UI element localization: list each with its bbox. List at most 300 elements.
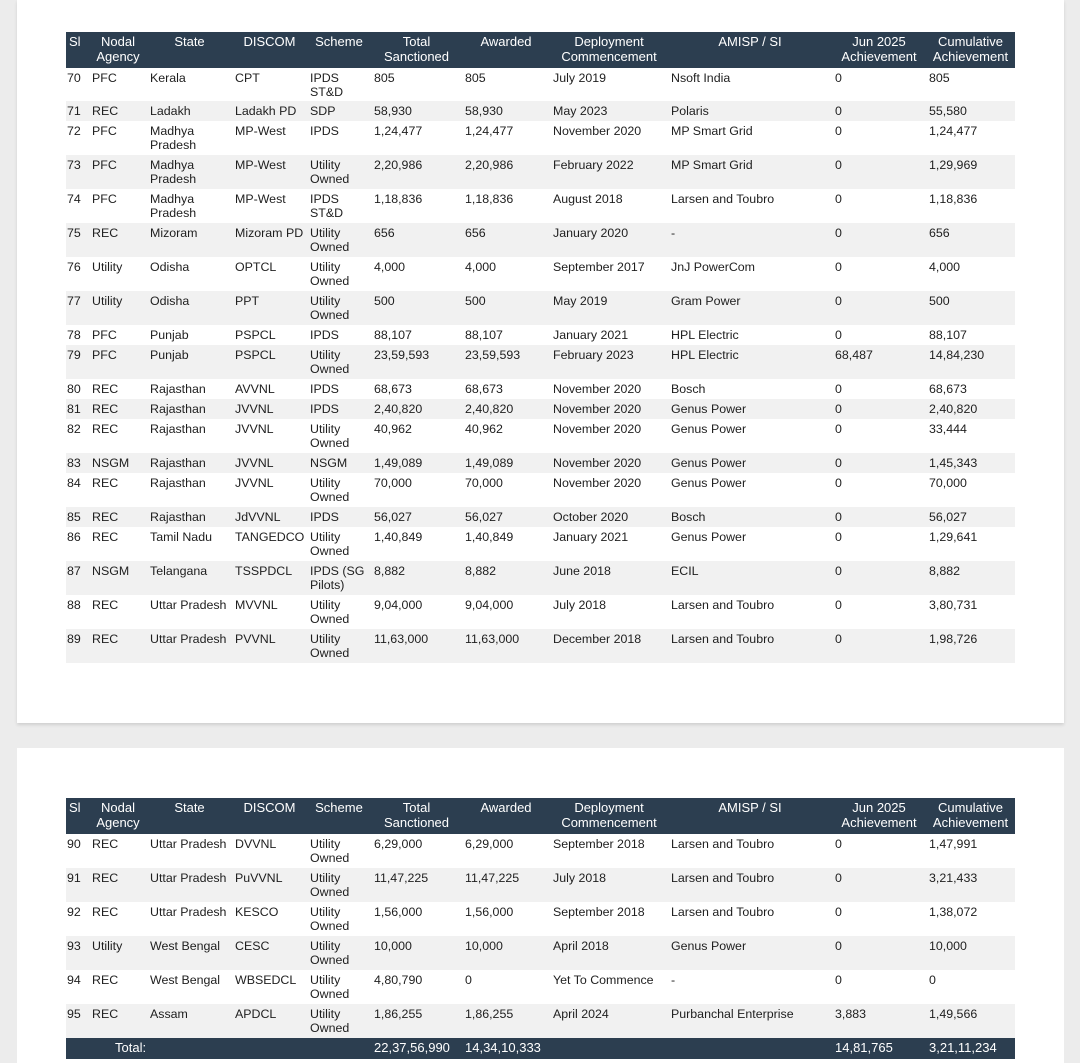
- jun-2025-achievement-cell: 0: [832, 629, 926, 663]
- cumulative-achievement-cell: 33,444: [929, 422, 967, 436]
- col-header-discom: DISCOM: [232, 798, 307, 834]
- scheme-cell: Utility Owned: [310, 905, 350, 933]
- total-jun-2025-value: 14,81,765: [832, 1038, 926, 1059]
- cumulative-achievement-cell: 70,000: [929, 476, 967, 490]
- total-sanctioned-cell: 23,59,593: [371, 345, 462, 379]
- scheme-cell: Utility Owned: [310, 973, 350, 1001]
- nodal-agency-cell: REC: [89, 507, 147, 527]
- discom-cell: KESCO: [235, 905, 279, 919]
- cumulative-achievement-cell: 805: [929, 71, 950, 85]
- deployment-commencement-cell: November 2020: [553, 382, 642, 396]
- total-sanctioned-cell: 1,86,255: [371, 1004, 462, 1038]
- nodal-agency-cell: REC: [89, 1004, 147, 1038]
- awarded-cell: 70,000: [465, 476, 503, 490]
- cumulative-achievement-cell: 1,18,836: [929, 192, 978, 206]
- nodal-agency-cell: Utility: [89, 936, 147, 970]
- table-row: [66, 595, 1015, 629]
- total-sanctioned-cell: 2,40,820: [371, 399, 462, 419]
- discom-cell: PuVVNL: [232, 868, 307, 902]
- table-row: [66, 629, 1015, 663]
- jun-2025-achievement-cell: 0: [832, 291, 926, 325]
- col-header-state: State: [147, 798, 232, 834]
- total-sl-cell: [66, 1038, 89, 1059]
- table-row: [66, 936, 1015, 970]
- discom-cell: CESC: [232, 936, 307, 970]
- deployment-commencement-cell: September 2017: [553, 260, 645, 274]
- discom-cell: MP-West: [235, 124, 286, 138]
- awarded-cell: 8,882: [462, 561, 550, 595]
- deployment-commencement-cell: September 2018: [553, 837, 645, 851]
- col-header-awarded: Awarded: [462, 798, 550, 834]
- jun-2025-achievement-cell: 0: [832, 507, 926, 527]
- nodal-agency-cell: NSGM: [89, 561, 147, 595]
- table-row: [66, 453, 1015, 473]
- jun-2025-achievement-cell: 0: [835, 328, 842, 342]
- total-label: Total:: [89, 1038, 232, 1059]
- total-sanctioned-cell: 56,027: [371, 507, 462, 527]
- col-header-nodal-agency: Nodal Agency: [89, 798, 147, 834]
- sl-cell: 94: [67, 973, 81, 987]
- jun-2025-achievement-cell: 0: [835, 476, 842, 490]
- jun-2025-achievement-cell: 0: [835, 71, 842, 85]
- amisp-si-cell: Genus Power: [668, 936, 832, 970]
- awarded-cell: 10,000: [462, 936, 550, 970]
- awarded-cell: 23,59,593: [462, 345, 550, 379]
- state-cell: Rajasthan: [147, 453, 232, 473]
- awarded-cell: 1,40,849: [465, 530, 514, 544]
- deployment-commencement-cell: November 2020: [550, 399, 668, 419]
- sl-cell: 79: [66, 345, 89, 379]
- col-header-sl: Sl: [66, 798, 89, 834]
- nodal-agency-cell: REC: [92, 382, 119, 396]
- sl-cell: 90: [67, 837, 81, 851]
- cumulative-achievement-cell: 0: [929, 973, 936, 987]
- awarded-cell: 11,63,000: [462, 629, 550, 663]
- scheme-cell: Utility Owned: [310, 422, 350, 450]
- nodal-agency-cell: PFC: [92, 192, 117, 206]
- col-header-scheme: Scheme: [307, 798, 371, 834]
- scheme-cell: Utility Owned: [307, 345, 371, 379]
- nodal-agency-cell: REC: [89, 223, 147, 257]
- cumulative-achievement-cell: 1,98,726: [926, 629, 1015, 663]
- nodal-agency-cell: REC: [92, 973, 119, 987]
- cumulative-achievement-cell: 3,21,433: [926, 868, 1015, 902]
- scheme-cell: Utility Owned: [307, 223, 371, 257]
- deployment-commencement-cell: April 2024: [550, 1004, 668, 1038]
- awarded-cell: 656: [462, 223, 550, 257]
- awarded-cell: 40,962: [465, 422, 503, 436]
- state-cell: Rajasthan: [150, 422, 206, 436]
- state-cell: West Bengal: [150, 973, 221, 987]
- jun-2025-achievement-cell: 0: [835, 598, 842, 612]
- state-cell: Uttar Pradesh: [147, 629, 232, 663]
- scheme-cell: Utility Owned: [307, 629, 371, 663]
- document-page-1: [17, 0, 1064, 723]
- amisp-si-cell: Genus Power: [671, 476, 747, 490]
- discom-cell: AVVNL: [235, 382, 275, 396]
- table-row: [66, 291, 1015, 325]
- nodal-agency-cell: REC: [89, 399, 147, 419]
- col-header-amisp-si: AMISP / SI: [668, 32, 832, 68]
- col-header-cumulative-achievement: Cumulative Achievement: [926, 32, 1015, 68]
- sl-cell: 86: [67, 530, 81, 544]
- table-row: [66, 868, 1015, 902]
- table-row: [66, 970, 1015, 1004]
- discom-cell: OPTCL: [235, 260, 277, 274]
- discom-cell: JVVNL: [235, 422, 274, 436]
- jun-2025-achievement-cell: 0: [835, 837, 842, 851]
- deployment-commencement-cell: June 2018: [550, 561, 668, 595]
- cumulative-achievement-cell: 4,000: [929, 260, 961, 274]
- cumulative-achievement-cell: 2,40,820: [926, 399, 1015, 419]
- deployment-commencement-cell: July 2018: [553, 598, 607, 612]
- col-header-total-sanctioned: Total Sanctioned: [371, 798, 462, 834]
- table-row: [66, 345, 1015, 379]
- sl-cell: 87: [66, 561, 89, 595]
- scheme-cell: IPDS: [310, 328, 339, 342]
- discom-cell: MP-West: [232, 155, 307, 189]
- state-cell: Punjab: [147, 345, 232, 379]
- deployment-commencement-cell: January 2020: [550, 223, 668, 257]
- nodal-agency-cell: NSGM: [89, 453, 147, 473]
- cumulative-achievement-cell: 1,45,343: [926, 453, 1015, 473]
- amisp-si-cell: Larsen and Toubro: [671, 837, 775, 851]
- state-cell: Mizoram: [147, 223, 232, 257]
- awarded-cell: 500: [462, 291, 550, 325]
- cumulative-achievement-cell: 55,580: [926, 101, 1015, 121]
- scheme-cell: Utility Owned: [310, 476, 350, 504]
- amisp-si-cell: Larsen and Toubro: [671, 598, 775, 612]
- jun-2025-achievement-cell: 0: [832, 399, 926, 419]
- col-header-nodal-agency: Nodal Agency: [89, 32, 147, 68]
- total-sanctioned-cell: 68,673: [374, 382, 412, 396]
- amisp-si-cell: Genus Power: [671, 530, 747, 544]
- nodal-agency-cell: REC: [92, 530, 119, 544]
- discom-cell: JdVVNL: [232, 507, 307, 527]
- awarded-cell: 0: [465, 973, 472, 987]
- discom-cell: DVVNL: [235, 837, 277, 851]
- sl-cell: 74: [67, 192, 81, 206]
- scheme-cell: IPDS: [307, 399, 371, 419]
- cumulative-achievement-cell: 1,38,072: [929, 905, 978, 919]
- table-row: [66, 507, 1015, 527]
- jun-2025-achievement-cell: 0: [832, 936, 926, 970]
- scheme-cell: Utility Owned: [307, 936, 371, 970]
- col-header-deployment-commencement: Deployment Commencement: [550, 32, 668, 68]
- deployment-commencement-cell: May 2023: [550, 101, 668, 121]
- scheme-cell: SDP: [307, 101, 371, 121]
- table-body: [66, 834, 1015, 1038]
- total-sanctioned-cell: 500: [371, 291, 462, 325]
- sl-cell: 84: [67, 476, 81, 490]
- awarded-cell: 1,18,836: [465, 192, 514, 206]
- deployment-commencement-cell: January 2021: [553, 530, 629, 544]
- amisp-si-cell: Nsoft India: [671, 71, 731, 85]
- table-row: [66, 1004, 1015, 1038]
- deployment-commencement-cell: February 2022: [550, 155, 668, 189]
- deployment-commencement-cell: September 2018: [553, 905, 645, 919]
- awarded-cell: 2,40,820: [462, 399, 550, 419]
- cumulative-achievement-cell: 1,29,969: [926, 155, 1015, 189]
- state-cell: Rajasthan: [147, 507, 232, 527]
- amisp-si-cell: Purbanchal Enterprise: [668, 1004, 832, 1038]
- cumulative-achievement-cell: 68,673: [929, 382, 967, 396]
- total-sanctioned-cell: 58,930: [371, 101, 462, 121]
- scheme-cell: Utility Owned: [307, 291, 371, 325]
- document-page-2: [17, 748, 1064, 1063]
- scheme-cell: IPDS: [310, 124, 339, 138]
- total-sanctioned-cell: 4,80,790: [374, 973, 423, 987]
- jun-2025-achievement-cell: 0: [835, 192, 842, 206]
- jun-2025-achievement-cell: 0: [835, 973, 842, 987]
- total-amisp-cell: [668, 1038, 832, 1059]
- cumulative-achievement-cell: 1,47,991: [929, 837, 978, 851]
- deployment-commencement-cell: Yet To Commence: [553, 973, 654, 987]
- amisp-si-cell: HPL Electric: [668, 345, 832, 379]
- table-row: [66, 473, 1015, 507]
- state-cell: Madhya Pradesh: [150, 192, 197, 220]
- discom-cell: TANGEDCO: [235, 530, 305, 544]
- nodal-agency-cell: PFC: [89, 345, 147, 379]
- scheme-cell: Utility Owned: [310, 837, 350, 865]
- jun-2025-achievement-cell: 0: [835, 422, 842, 436]
- discom-cell: PPT: [232, 291, 307, 325]
- total-sanctioned-cell: 656: [371, 223, 462, 257]
- col-header-jun-2025-achievement: Jun 2025 Achievement: [832, 32, 926, 68]
- jun-2025-achievement-cell: 0: [835, 260, 842, 274]
- jun-2025-achievement-cell: 0: [835, 530, 842, 544]
- jun-2025-achievement-cell: 0: [835, 905, 842, 919]
- deployment-commencement-cell: July 2018: [550, 868, 668, 902]
- jun-2025-achievement-cell: 0: [832, 868, 926, 902]
- total-sanctioned-cell: 11,63,000: [371, 629, 462, 663]
- table-row: [66, 223, 1015, 257]
- sl-cell: 72: [67, 124, 81, 138]
- col-header-deployment-commencement: Deployment Commencement: [550, 798, 668, 834]
- table-row: [66, 379, 1015, 399]
- discom-cell: Mizoram PD: [232, 223, 307, 257]
- nodal-agency-cell: PFC: [92, 124, 117, 138]
- total-sanctioned-cell: 40,962: [374, 422, 412, 436]
- total-sanctioned-value: 22,37,56,990: [371, 1038, 462, 1059]
- cumulative-achievement-cell: 10,000: [926, 936, 1015, 970]
- total-awarded-value: 14,34,10,333: [462, 1038, 550, 1059]
- awarded-cell: 68,673: [465, 382, 503, 396]
- discom-cell: APDCL: [232, 1004, 307, 1038]
- state-cell: Kerala: [150, 71, 186, 85]
- jun-2025-achievement-cell: 68,487: [832, 345, 926, 379]
- discom-cell: CPT: [235, 71, 260, 85]
- jun-2025-achievement-cell: 0: [832, 561, 926, 595]
- total-sanctioned-cell: 1,40,849: [374, 530, 423, 544]
- nodal-agency-cell: REC: [92, 476, 119, 490]
- deployment-commencement-cell: January 2021: [553, 328, 629, 342]
- cumulative-achievement-cell: 500: [926, 291, 1015, 325]
- jun-2025-achievement-cell: 0: [832, 223, 926, 257]
- state-cell: Tamil Nadu: [150, 530, 212, 544]
- amisp-si-cell: Genus Power: [668, 399, 832, 419]
- cumulative-achievement-cell: 656: [926, 223, 1015, 257]
- state-cell: Uttar Pradesh: [150, 905, 227, 919]
- smart-meter-table-2: [66, 798, 1015, 1059]
- col-header-scheme: Scheme: [307, 32, 371, 68]
- total-sanctioned-cell: 4,000: [374, 260, 406, 274]
- col-header-jun-2025-achievement: Jun 2025 Achievement: [832, 798, 926, 834]
- table-row: [66, 527, 1015, 561]
- state-cell: Telangana: [147, 561, 232, 595]
- col-header-total-sanctioned: Total Sanctioned: [371, 32, 462, 68]
- amisp-si-cell: Gram Power: [668, 291, 832, 325]
- scheme-cell: Utility Owned: [310, 530, 350, 558]
- total-cumulative-value: 3,21,11,234: [926, 1038, 1015, 1059]
- scheme-cell: NSGM: [307, 453, 371, 473]
- table-body: [66, 68, 1015, 663]
- sl-cell: 81: [66, 399, 89, 419]
- total-sanctioned-cell: 1,49,089: [371, 453, 462, 473]
- amisp-si-cell: -: [668, 223, 832, 257]
- state-cell: Madhya Pradesh: [150, 124, 197, 152]
- total-sanctioned-cell: 6,29,000: [374, 837, 423, 851]
- sl-cell: 80: [67, 382, 81, 396]
- total-sanctioned-cell: 70,000: [374, 476, 412, 490]
- deployment-commencement-cell: November 2020: [553, 476, 642, 490]
- amisp-si-cell: Larsen and Toubro: [671, 192, 775, 206]
- col-header-sl: Sl: [66, 32, 89, 68]
- awarded-cell: 9,04,000: [465, 598, 514, 612]
- col-header-amisp-si: AMISP / SI: [668, 798, 832, 834]
- awarded-cell: 56,027: [462, 507, 550, 527]
- discom-cell: WBSEDCL: [235, 973, 297, 987]
- table-header-row: [66, 798, 1015, 834]
- deployment-commencement-cell: February 2023: [550, 345, 668, 379]
- amisp-si-cell: MP Smart Grid: [668, 155, 832, 189]
- awarded-cell: 58,930: [462, 101, 550, 121]
- state-cell: Uttar Pradesh: [150, 598, 227, 612]
- amisp-si-cell: Polaris: [668, 101, 832, 121]
- table-row: [66, 101, 1015, 121]
- table-row: [66, 561, 1015, 595]
- nodal-agency-cell: REC: [92, 837, 119, 851]
- amisp-si-cell: ECIL: [668, 561, 832, 595]
- sl-cell: 82: [67, 422, 81, 436]
- scheme-cell: Utility Owned: [310, 598, 350, 626]
- jun-2025-achievement-cell: 0: [835, 382, 842, 396]
- state-cell: Assam: [147, 1004, 232, 1038]
- state-cell: Rajasthan: [150, 382, 206, 396]
- table-row: [66, 325, 1015, 345]
- jun-2025-achievement-cell: 0: [832, 155, 926, 189]
- total-sanctioned-cell: 1,24,477: [374, 124, 423, 138]
- sl-cell: 76: [67, 260, 81, 274]
- total-scheme-cell: [307, 1038, 371, 1059]
- cumulative-achievement-cell: 14,84,230: [926, 345, 1015, 379]
- table-row: [66, 257, 1015, 291]
- nodal-agency-cell: REC: [92, 422, 119, 436]
- table-row: [66, 68, 1015, 101]
- sl-cell: 88: [67, 598, 81, 612]
- cumulative-achievement-cell: 88,107: [929, 328, 967, 342]
- scheme-cell: IPDS ST&D: [310, 71, 344, 99]
- deployment-commencement-cell: November 2020: [553, 124, 642, 138]
- amisp-si-cell: Bosch: [668, 507, 832, 527]
- deployment-commencement-cell: October 2020: [550, 507, 668, 527]
- sl-cell: 89: [66, 629, 89, 663]
- amisp-si-cell: HPL Electric: [671, 328, 739, 342]
- amisp-si-cell: Genus Power: [668, 453, 832, 473]
- amisp-si-cell: Larsen and Toubro: [668, 868, 832, 902]
- total-sanctioned-cell: 10,000: [371, 936, 462, 970]
- total-sanctioned-cell: 2,20,986: [371, 155, 462, 189]
- discom-cell: MVVNL: [235, 598, 278, 612]
- nodal-agency-cell: PFC: [92, 71, 117, 85]
- scheme-cell: Utility Owned: [310, 260, 350, 288]
- nodal-agency-cell: Utility: [92, 260, 123, 274]
- scheme-cell: IPDS: [310, 382, 339, 396]
- total-sanctioned-cell: 1,56,000: [374, 905, 423, 919]
- awarded-cell: 1,49,089: [462, 453, 550, 473]
- discom-cell: Ladakh PD: [232, 101, 307, 121]
- sl-cell: 75: [66, 223, 89, 257]
- awarded-cell: 1,56,000: [465, 905, 514, 919]
- deployment-commencement-cell: November 2020: [553, 422, 642, 436]
- cumulative-achievement-cell: 3,80,731: [929, 598, 978, 612]
- discom-cell: PSPCL: [235, 328, 276, 342]
- col-header-awarded: Awarded: [462, 32, 550, 68]
- sl-cell: 73: [66, 155, 89, 189]
- nodal-agency-cell: PFC: [89, 155, 147, 189]
- awarded-cell: 805: [465, 71, 486, 85]
- total-sanctioned-cell: 11,47,225: [371, 868, 462, 902]
- awarded-cell: 4,000: [465, 260, 497, 274]
- col-header-cumulative-achievement: Cumulative Achievement: [926, 798, 1015, 834]
- sl-cell: 83: [66, 453, 89, 473]
- total-deployment-cell: [550, 1038, 668, 1059]
- col-header-state: State: [147, 32, 232, 68]
- total-discom-cell: [232, 1038, 307, 1059]
- sl-cell: 77: [66, 291, 89, 325]
- discom-cell: JVVNL: [235, 476, 274, 490]
- cumulative-achievement-cell: 1,49,566: [926, 1004, 1015, 1038]
- total-sanctioned-cell: 8,882: [371, 561, 462, 595]
- table-row: [66, 419, 1015, 453]
- discom-cell: PVVNL: [232, 629, 307, 663]
- state-cell: Uttar Pradesh: [150, 837, 227, 851]
- table-row: [66, 121, 1015, 155]
- state-cell: Odisha: [150, 260, 190, 274]
- awarded-cell: 1,86,255: [462, 1004, 550, 1038]
- state-cell: Rajasthan: [147, 399, 232, 419]
- table-row: [66, 399, 1015, 419]
- awarded-cell: 88,107: [465, 328, 503, 342]
- discom-cell: MP-West: [235, 192, 286, 206]
- amisp-si-cell: Larsen and Toubro: [668, 629, 832, 663]
- deployment-commencement-cell: December 2018: [550, 629, 668, 663]
- total-sanctioned-cell: 9,04,000: [374, 598, 423, 612]
- discom-cell: JVVNL: [232, 453, 307, 473]
- table-row: [66, 189, 1015, 223]
- nodal-agency-cell: REC: [92, 905, 119, 919]
- total-sanctioned-cell: 805: [374, 71, 395, 85]
- state-cell: Uttar Pradesh: [147, 868, 232, 902]
- scheme-cell: IPDS: [307, 507, 371, 527]
- table-row: [66, 834, 1015, 868]
- nodal-agency-cell: REC: [89, 629, 147, 663]
- scheme-cell: Utility Owned: [307, 1004, 371, 1038]
- awarded-cell: 1,24,477: [465, 124, 514, 138]
- table-row: [66, 902, 1015, 936]
- deployment-commencement-cell: August 2018: [553, 192, 623, 206]
- discom-cell: TSSPDCL: [232, 561, 307, 595]
